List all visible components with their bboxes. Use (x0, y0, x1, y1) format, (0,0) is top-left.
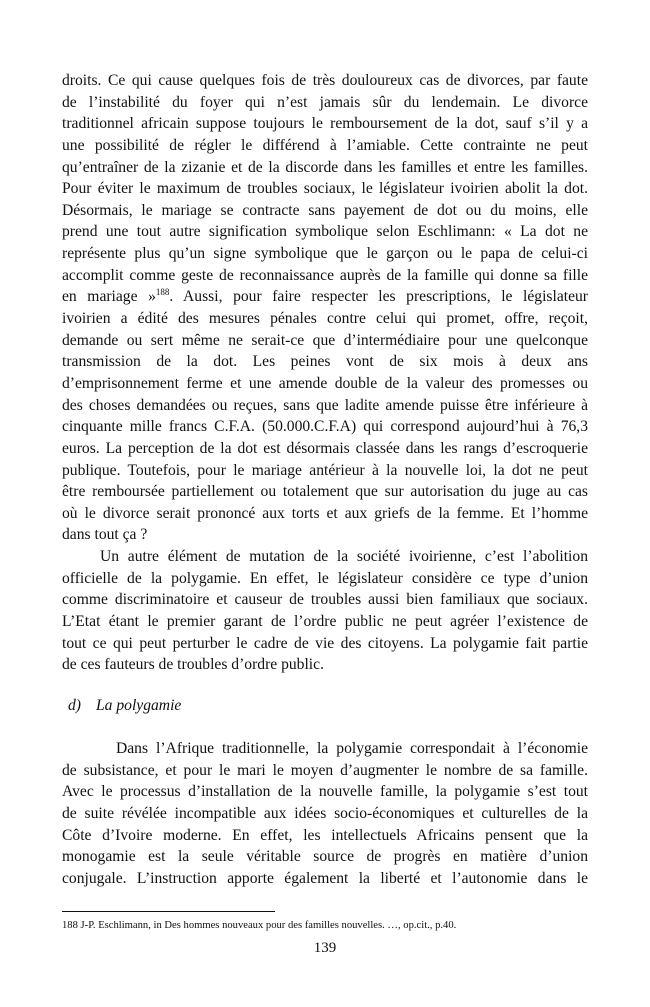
text-line: d’emprisonnement ferme et une amende double de la valeur des promesses ou (62, 374, 588, 392)
text-line: de ces fauteurs de troubles d’ordre public. (62, 656, 324, 674)
text-line: de suite révélée incompatible aux idées socio-économiques et culturelles de la (62, 804, 588, 822)
heading-title: La polygamie (96, 697, 182, 714)
paragraph-polygamy-abolition (62, 546, 588, 676)
text-line: traditionnel africain suppose toujours le remboursement de la dot, sauf s’il y a (62, 115, 588, 133)
text-line: euros. La perception de la dot est désormais classée dans les rangs d’escroquerie (62, 439, 588, 457)
text-line: une possibilité de régler le différend à l’amiable. Cette contrainte ne peut (62, 136, 588, 154)
text-line: publique. Toutefois, pour le mariage antérieur à la nouvelle loi, la dot ne peut (62, 461, 588, 479)
text-line: Côte d’Ivoire moderne. En effet, les intellectuels Africains pensent que la (62, 826, 588, 844)
paragraph-dot-cont (62, 308, 588, 546)
heading-number: d) (68, 697, 81, 714)
page-number: 139 (313, 940, 337, 956)
section-heading (68, 697, 181, 715)
text-fragment: en mariage » (62, 288, 156, 306)
text-line: de subsistance, et pour le mari le moyen d’augmenter le nombre de sa famille. (62, 761, 588, 779)
text-line: demande ou sert même ne serait-ce que d’intermédiaire pour une quelconque (62, 331, 588, 349)
text-line: officielle de la polygamie. En effet, le législateur considère ce type d’union (62, 569, 588, 587)
text-line: accomplit comme geste de reconnaissance auprès de la famille qui donne sa fille (62, 266, 588, 284)
text-line: où le divorce serait prononcé aux torts et aux griefs de la femme. Et l’homme (62, 504, 588, 522)
body-text (62, 70, 588, 676)
text-line-with-footnote-ref (62, 286, 588, 308)
text-line: ivoirien a édité des mesures pénales contre celui qui promet, offre, reçoit, (62, 310, 588, 328)
text-line: L’Etat étant le premier garant de l’ordre public ne peut agréer l’existence de (62, 613, 588, 631)
text-line: de l’instabilité du foyer qui n’est jamais sûr du lendemain. Le divorce (62, 93, 588, 111)
paragraph-polygamy (62, 738, 588, 889)
text-line: transmission de la dot. Les peines vont de six mois à deux ans (62, 353, 588, 371)
text-line: être remboursée partiellement ou totalement que sur autorisation du juge au cas (62, 483, 588, 501)
text-line: représente plus qu’un signe symbolique que le garçon ou le papa de celui-ci (62, 245, 588, 263)
text-line: prend une tout autre signification symbolique selon Eschlimann: « La dot ne (62, 223, 588, 241)
footnote-separator (62, 911, 275, 912)
footnote-reference[interactable]: 188 (155, 287, 170, 298)
text-line: cinquante mille francs C.F.A. (50.000.C.F.A) qui correspond aujourd’hui à 76,3 (62, 418, 588, 436)
text-line: comme discriminatoire et causeur de troubles aussi bien familiaux que sociaux. (62, 591, 588, 609)
text-line: dans tout ça ? (62, 526, 148, 544)
text-fragment: . Aussi, pour faire respecter les prescriptions, le législateur (169, 288, 588, 306)
text-line: qu’entraîner de la zizanie et de la discorde dans les familles et entre les familles. (62, 158, 588, 176)
text-line: tout ce qui peut perturber le cadre de vie des citoyens. La polygamie fait partie (62, 634, 588, 652)
text-line: Pour éviter le maximum de troubles sociaux, le législateur ivoirien abolit la dot. (62, 180, 588, 198)
text-line: Un autre élément de mutation de la société ivoirienne, c’est l’abolition (100, 548, 588, 566)
text-line: Avec le processus d’installation de la nouvelle famille, la polygamie s’est tout (62, 783, 588, 801)
text-line: Dans l’Afrique traditionnelle, la polygamie correspondait à l’économie (116, 740, 588, 757)
text-line: droits. Ce qui cause quelques fois de très douloureux cas de divorces, par faute (62, 72, 588, 89)
text-line: Désormais, le mariage se contracte sans payement de dot ou du moins, elle (62, 201, 588, 219)
footnote-188: 188 J-P. Eschlimann, in Des hommes nouveaux pour des familles nouvelles. …, op.cit., p.40. (62, 920, 457, 931)
text-line: conjugale. L’instruction apporte également la liberté et l’autonomie dans le (62, 869, 588, 887)
paragraph-dot (62, 70, 588, 286)
text-line: monogamie est la seule véritable source de progrès en matière d’union (62, 848, 588, 866)
text-line: des choses demandées ou reçues, sans que ladite amende puisse être inférieure à (62, 396, 588, 414)
